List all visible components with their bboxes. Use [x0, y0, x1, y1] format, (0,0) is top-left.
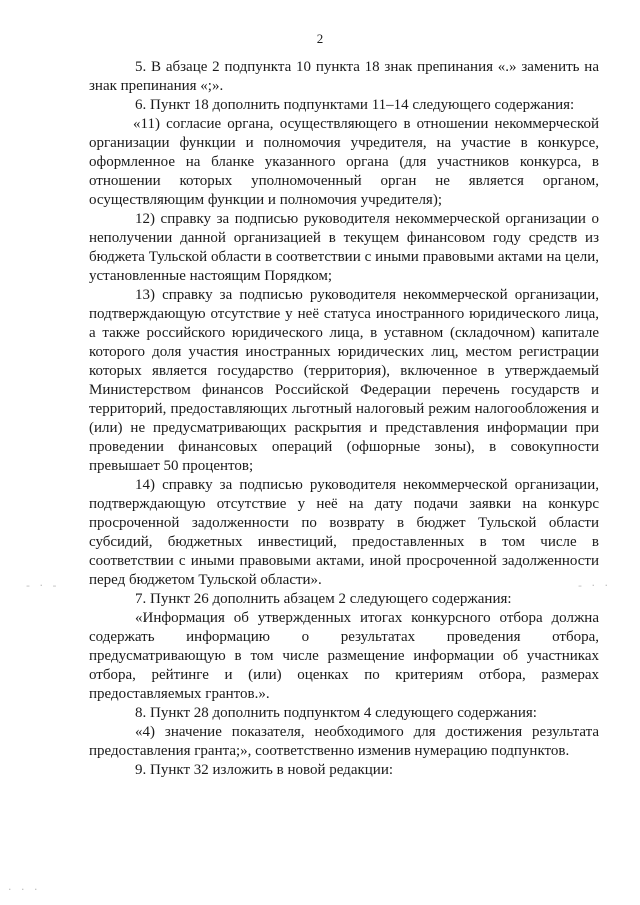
- document-body: [89, 58, 599, 780]
- paragraph-item-8: 8. Пункт 28 дополнить подпунктом 4 следующего содержания:: [135, 705, 537, 721]
- paragraph-item-6: 6. Пункт 18 дополнить подпунктами 11–14 следующего содержания:: [135, 97, 575, 113]
- paragraph-item-7: 7. Пункт 26 дополнить абзацем 2 следующего содержания:: [135, 591, 512, 607]
- paragraph-item-5: 5. В абзаце 2 подпункта 10 пункта 18 знак препинания «.» заменить на знак препинания «;».: [89, 59, 599, 94]
- paragraph-item-9: 9. Пункт 32 изложить в новой редакции:: [135, 762, 394, 778]
- subparagraph-12: 12) справку за подписью руководителя некоммерческой организации о неполучении данной организацией в текущем финансовом году средств из бюджета Тульской области в соответствии с иными правовыми актами на цели, установленные настоящим Порядком;: [89, 211, 599, 284]
- subparagraph-11: «11) согласие органа, осуществляющего в отношении некоммерческой организации функции и полномочия учредителя, на участие в конкурсе, оформленное на бланке указанного органа (для участников конкурса, в отношении которых уполномоченный орган не является органом, осуществляющим функции и полномочия учредителя);: [89, 116, 599, 208]
- quoted-text-28: «4) значение показателя, необходимого для достижения результата предоставления гранта;», соответственно изменив нумерацию подпунктов.: [89, 724, 599, 759]
- page-number: 2: [316, 31, 324, 46]
- scan-artifact-corner: · · ·: [8, 883, 41, 896]
- scan-artifact-right: ‐ · ·: [578, 579, 611, 592]
- subparagraph-13: 13) справку за подписью руководителя некоммерческой организации, подтверждающую отсутствие у неё статуса иностранного юридического лица, а также российского юридического лица, в уставном (складочном) капитале которого доля участия иностранных юридических лиц, местом регистрации которых является государство (территория), включенное в утверждаемый Министерством финансов Российской Федерации перечень государств и территорий, предоставляющих льготный налоговый режим налогообложения и (или) не предусматривающих раскрытия и представления информации при проведении финансовых операций (офшорные зоны), в совокупности превышает 50 процентов;: [89, 287, 599, 474]
- scan-artifact-left: ‐ · ‐: [26, 579, 60, 592]
- quoted-text-26: «Информация об утвержденных итогах конкурсного отбора должна содержать информацию о результатах проведения отбора, предусматривающую в том числе размещение информации об участниках отбора, рейтинге и (или) оценках по критериям отбора, размерах предоставляемых грантов.».: [89, 610, 599, 702]
- subparagraph-14: 14) справку за подписью руководителя некоммерческой организации, подтверждающую отсутствие у неё на дату подачи заявки на конкурс просроченной задолженности по возврату в бюджет Тульской области субсидий, бюджетных инвестиций, предоставленных в том числе в соответствии с иными правовыми актами, иной просроченной задолженности перед бюджетом Тульской области».: [89, 477, 599, 588]
